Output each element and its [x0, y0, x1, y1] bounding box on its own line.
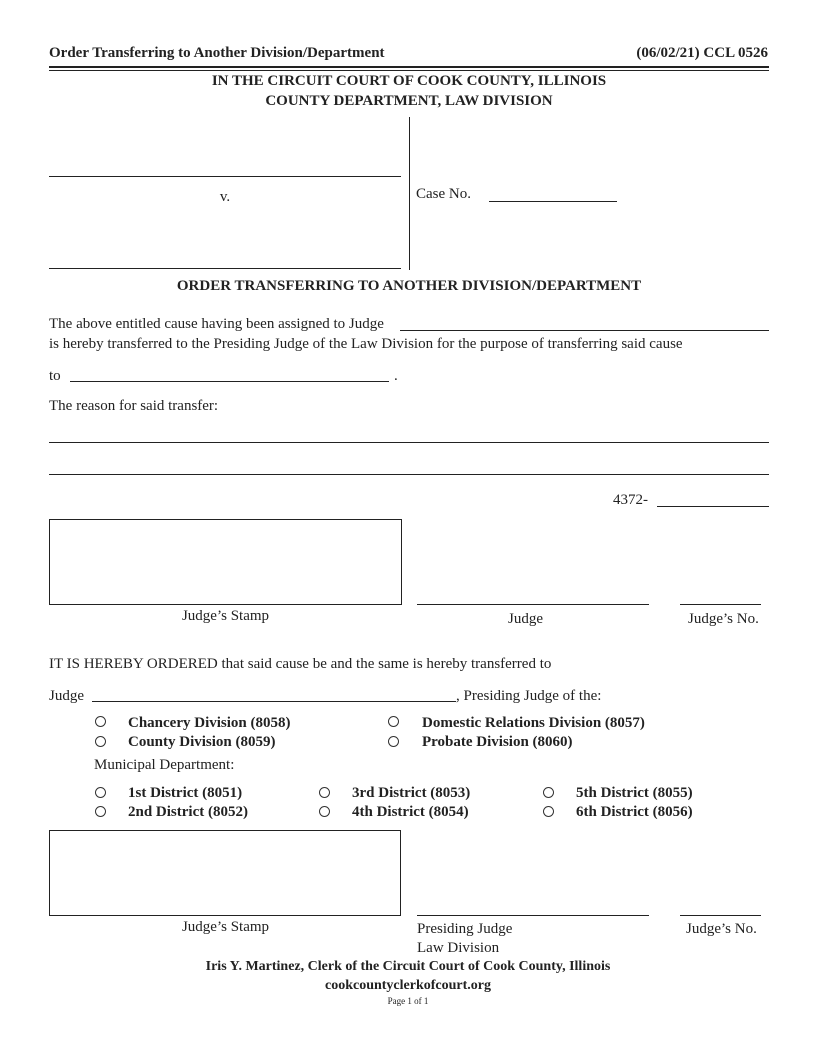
- judge-no-line-2[interactable]: [680, 915, 761, 916]
- transfer-text: is hereby transferred to the Presiding Judge of the Law Division for the purpose of transferring said cause: [49, 336, 683, 352]
- transfer-to-field[interactable]: [70, 381, 389, 382]
- code-field[interactable]: [657, 506, 769, 507]
- domestic-relations-label: Domestic Relations Division (8057): [422, 715, 645, 731]
- reason-line-2[interactable]: [49, 474, 769, 475]
- district2-radio[interactable]: [95, 806, 106, 817]
- judges-stamp-label: Judge’s Stamp: [181, 608, 270, 624]
- judge-no-label-2: Judge’s No.: [686, 921, 757, 937]
- presiding-text: , Presiding Judge of the:: [456, 688, 602, 704]
- judge-label: Judge: [508, 611, 543, 627]
- assigned-text: The above entitled cause having been assigned to Judge: [49, 316, 384, 332]
- court-department: COUNTY DEPARTMENT, LAW DIVISION: [265, 93, 553, 109]
- judges-stamp-box: [49, 519, 402, 605]
- form-title: Order Transferring to Another Division/Department: [49, 45, 385, 61]
- probate-division-label: Probate Division (8060): [422, 734, 573, 750]
- presiding-judge-signature-line[interactable]: [417, 915, 649, 916]
- district3-radio[interactable]: [319, 787, 330, 798]
- caption-divider: [409, 117, 410, 270]
- case-no-field[interactable]: [489, 201, 617, 202]
- ordered-judge-label: Judge: [49, 688, 84, 704]
- to-period: .: [394, 368, 398, 384]
- ordered-text: IT IS HEREBY ORDERED that said cause be and the same is hereby transferred to: [49, 656, 552, 672]
- judge-no-label: Judge’s No.: [688, 611, 759, 627]
- district4-label: 4th District (8054): [352, 804, 469, 820]
- law-division-label: Law Division: [417, 940, 500, 956]
- chancery-radio[interactable]: [95, 716, 106, 727]
- header-rule-thin: [49, 70, 769, 71]
- judge-signature-line[interactable]: [417, 604, 649, 605]
- district1-label: 1st District (8051): [128, 785, 243, 801]
- header-rule-thick: [49, 66, 769, 68]
- district5-radio[interactable]: [543, 787, 554, 798]
- defendant-line[interactable]: [49, 268, 401, 269]
- district1-radio[interactable]: [95, 787, 106, 798]
- judges-stamp-box-2: [49, 830, 401, 916]
- ordered-judge-field[interactable]: [92, 701, 456, 702]
- page-number: Page 1 of 1: [387, 996, 429, 1006]
- plaintiff-line[interactable]: [49, 176, 401, 177]
- assigned-judge-field[interactable]: [400, 330, 769, 331]
- court-name: IN THE CIRCUIT COURT OF COOK COUNTY, ILLINOIS: [211, 73, 607, 89]
- clerk-name: Iris Y. Martinez, Clerk of the Circuit Court of Cook County, Illinois: [205, 959, 611, 974]
- district6-label: 6th District (8056): [576, 804, 693, 820]
- district5-label: 5th District (8055): [576, 785, 693, 801]
- presiding-judge-label: Presiding Judge: [417, 921, 513, 937]
- probate-radio[interactable]: [388, 736, 399, 747]
- code-prefix: 4372-: [613, 492, 648, 508]
- judge-no-line[interactable]: [680, 604, 761, 605]
- versus-text: v.: [219, 189, 231, 205]
- order-title: ORDER TRANSFERRING TO ANOTHER DIVISION/DEPARTMENT: [176, 278, 642, 294]
- municipal-label: Municipal Department:: [94, 757, 235, 773]
- county-division-label: County Division (8059): [128, 734, 276, 750]
- reason-label: The reason for said transfer:: [49, 398, 219, 414]
- case-no-label: Case No.: [416, 186, 471, 202]
- district2-label: 2nd District (8052): [128, 804, 248, 820]
- county-radio[interactable]: [95, 736, 106, 747]
- district4-radio[interactable]: [319, 806, 330, 817]
- reason-line-1[interactable]: [49, 442, 769, 443]
- domestic-relations-radio[interactable]: [388, 716, 399, 727]
- to-label: to: [49, 368, 61, 384]
- clerk-website[interactable]: cookcountyclerkofcourt.org: [324, 978, 492, 993]
- district6-radio[interactable]: [543, 806, 554, 817]
- form-code: (06/02/21) CCL 0526: [636, 45, 768, 61]
- chancery-division-label: Chancery Division (8058): [128, 715, 291, 731]
- judges-stamp-label-2: Judge’s Stamp: [181, 919, 270, 935]
- district3-label: 3rd District (8053): [352, 785, 471, 801]
